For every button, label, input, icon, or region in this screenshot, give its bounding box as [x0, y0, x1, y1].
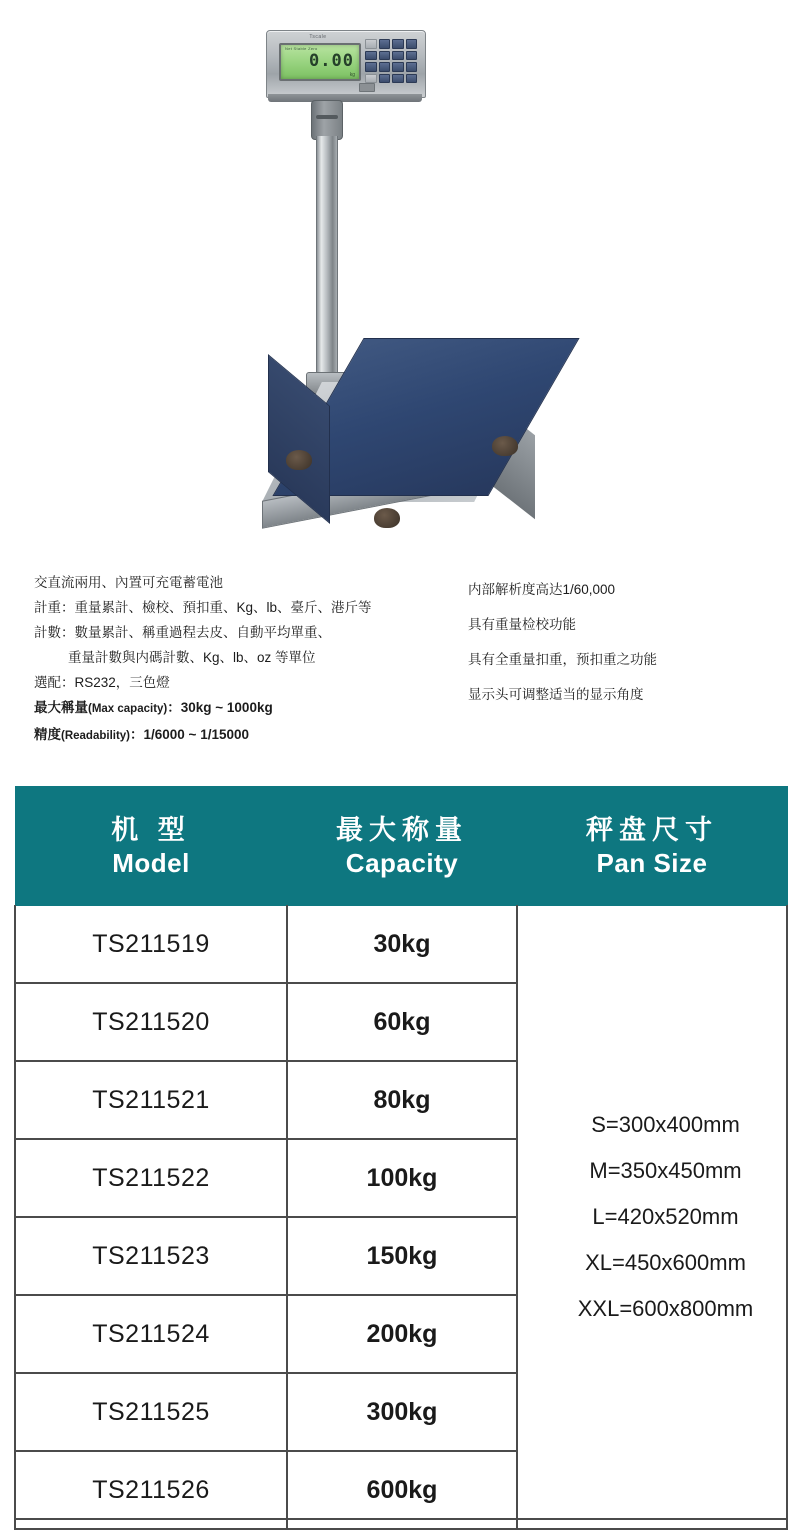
- cell-model: TS211520: [15, 983, 287, 1061]
- cell-model: TS211522: [15, 1139, 287, 1217]
- specifications-left-column: [34, 570, 454, 749]
- lcd-display: [279, 43, 361, 81]
- keypad-key[interactable]: [392, 62, 404, 72]
- indicator-head: [266, 30, 424, 102]
- rubber-foot: [492, 436, 518, 456]
- column-header-capacity-en: Capacity: [345, 848, 459, 878]
- spec-line-counting: 計數：數量累計、稱重過程去皮、自動平均單重、: [34, 625, 331, 640]
- max-capacity-value: ：30kg ~ 1000kg: [167, 700, 273, 715]
- column-header-pan-size-cn: 秤盘尺寸: [586, 815, 718, 845]
- cell-pan-sizes: [517, 906, 787, 1530]
- readability-label: 精度: [34, 727, 61, 742]
- keypad-key[interactable]: [379, 74, 391, 84]
- spec-line-readability: [34, 722, 454, 749]
- pan-size-m: M=350x450mm: [589, 1158, 742, 1183]
- keypad-key[interactable]: [406, 51, 418, 61]
- keypad-key[interactable]: [379, 39, 391, 49]
- pan-size-xl: XL=450x600mm: [585, 1250, 746, 1275]
- cell-capacity: 60kg: [287, 983, 517, 1061]
- table-header-row: [15, 787, 787, 906]
- spec-line-weighing: 計重：重量累計、檢校、預扣重、Kg、lb、臺斤、港斤等: [34, 600, 372, 615]
- connector-port: [359, 83, 375, 92]
- spec-line-options: 選配：RS232，三色燈: [34, 675, 170, 690]
- keypad-key[interactable]: [365, 62, 377, 72]
- readability-value: ：1/6000 ~ 1/15000: [130, 727, 249, 742]
- keypad[interactable]: [365, 39, 417, 83]
- scale-illustration: [0, 0, 800, 548]
- pan-size-l: L=420x520mm: [592, 1204, 739, 1229]
- cell-capacity: 30kg: [287, 906, 517, 984]
- table-bottom-rule: [14, 1518, 786, 1520]
- cell-model: TS211526: [15, 1451, 287, 1529]
- column-header-pan-size: [517, 787, 787, 906]
- column-header-capacity-cn: 最大称量: [336, 815, 468, 845]
- column-header-model: [15, 787, 287, 906]
- spec-line-power: 交直流兩用、內置可充電蓄電池: [34, 575, 223, 590]
- rubber-foot: [374, 508, 400, 528]
- keypad-key[interactable]: [406, 62, 418, 72]
- column-bracket: [311, 100, 343, 140]
- brand-label: Tscale: [309, 34, 327, 40]
- max-capacity-label: 最大稱量: [34, 700, 88, 715]
- cell-capacity: 300kg: [287, 1373, 517, 1451]
- keypad-key[interactable]: [392, 74, 404, 84]
- max-capacity-label-en: (Max capacity): [88, 703, 168, 715]
- pan-size-xxl: XXL=600x800mm: [577, 1296, 754, 1321]
- lcd-weight-value: 0.00: [309, 51, 354, 71]
- keypad-key[interactable]: [379, 51, 391, 61]
- cell-capacity: 200kg: [287, 1295, 517, 1373]
- spec-line-tare: 具有全重量扣重，预扣重之功能: [468, 652, 657, 667]
- cell-capacity: 600kg: [287, 1451, 517, 1529]
- column-header-model-cn: 机 型: [111, 815, 191, 845]
- spec-line-angle: 显示头可调整适当的显示角度: [468, 687, 644, 702]
- rubber-foot: [286, 450, 312, 470]
- cell-model: TS211523: [15, 1217, 287, 1295]
- readability-label-en: (Readability): [61, 730, 131, 742]
- keypad-key[interactable]: [392, 51, 404, 61]
- model-specification-table: [14, 786, 788, 1530]
- spec-line-max-capacity: [34, 695, 454, 722]
- cell-capacity: 150kg: [287, 1217, 517, 1295]
- keypad-key[interactable]: [365, 39, 377, 49]
- cell-model: TS211525: [15, 1373, 287, 1451]
- table-row: [15, 906, 787, 984]
- specifications-right-column: [468, 572, 788, 712]
- pan-size-s: S=300x400mm: [591, 1112, 740, 1137]
- lcd-unit-label: kg: [349, 72, 355, 78]
- cell-model: TS211524: [15, 1295, 287, 1373]
- column-pole: [316, 136, 338, 384]
- column-header-capacity: [287, 787, 517, 906]
- keypad-key[interactable]: [406, 74, 418, 84]
- cell-model: TS211521: [15, 1061, 287, 1139]
- spec-line-resolution: 内部解析度高达1/60,000: [468, 582, 616, 597]
- keypad-key[interactable]: [406, 39, 418, 49]
- indicator-housing: [266, 30, 426, 98]
- keypad-key[interactable]: [365, 74, 377, 84]
- specifications-section: [0, 560, 800, 770]
- column-header-model-en: Model: [112, 848, 190, 878]
- cell-model: TS211519: [15, 906, 287, 984]
- indicator-base-trim: [268, 94, 422, 102]
- column-header-pan-size-en: Pan Size: [596, 848, 708, 878]
- keypad-key[interactable]: [365, 51, 377, 61]
- keypad-key[interactable]: [392, 39, 404, 49]
- spec-line-calibration: 具有重量检校功能: [468, 617, 576, 632]
- keypad-key[interactable]: [379, 62, 391, 72]
- product-image: [0, 0, 800, 548]
- lcd-status-text: Net Stable Zero: [285, 46, 318, 51]
- cell-capacity: 100kg: [287, 1139, 517, 1217]
- cell-capacity: 80kg: [287, 1061, 517, 1139]
- spec-line-counting-cont: 重量計數與内碼計數、Kg、lb、oz 等單位: [68, 650, 316, 665]
